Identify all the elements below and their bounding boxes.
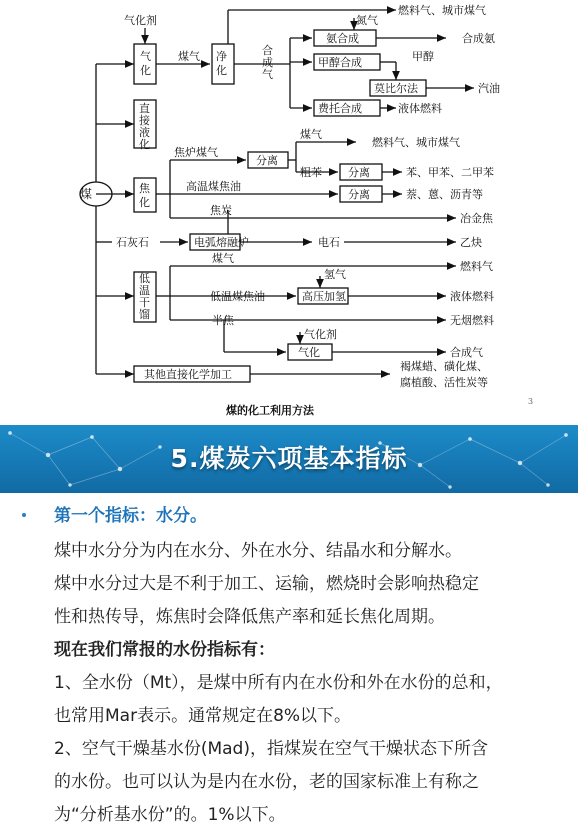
product-1: 燃料气、城市煤气 — [398, 4, 486, 17]
content-line-9: 为“分析基水份”的。1%以下。 — [54, 805, 286, 825]
node-coal: 煤 — [80, 187, 93, 201]
label-ht-tar: 高温煤焦油 — [186, 180, 241, 193]
node-gasification: 气化 — [140, 50, 151, 77]
node-coking: 焦化 — [139, 182, 150, 209]
label-crude-benzene: 粗苯 — [300, 166, 322, 179]
node-methanol-synth: 甲醇合成 — [318, 56, 362, 69]
label-syngas: 合成气 — [262, 44, 273, 81]
node-other-direct: 其他直接化学加工 — [144, 368, 232, 381]
product-12: 无烟燃料 — [450, 314, 494, 327]
product-4: 液体燃料 — [398, 102, 442, 115]
product-14a: 褐煤蜡、磺化煤、 — [400, 360, 488, 373]
product-7: 萘、蒽、沥青等 — [406, 188, 483, 201]
label-gas-small: 煤气 — [300, 128, 322, 141]
label-lt-gas: 煤气 — [212, 252, 234, 265]
node-purify: 净化 — [216, 50, 227, 77]
banner-title: 5.煤炭六项基本指标 — [170, 444, 408, 473]
label-methanol: 甲醇 — [412, 50, 434, 63]
node-ammonia-synth: 氨合成 — [326, 32, 359, 45]
bullet-dot — [22, 513, 26, 517]
product-3: 汽油 — [478, 82, 500, 95]
node-hp-hydro: 高压加氢 — [302, 290, 346, 303]
product-11: 液体燃料 — [450, 290, 494, 303]
content-line-7: 2、空气干燥基水份(Mad)，指煤炭在空气干燥状态下所含 — [54, 739, 488, 759]
label-lt-tar: 低温煤焦油 — [210, 290, 265, 303]
content-line-6: 也常用Mar表示。通常规定在8%以下。 — [54, 706, 352, 726]
label-hydrogen: 氢气 — [324, 268, 346, 281]
content-line-4: 现在我们常报的水份指标有： — [54, 640, 275, 660]
page-mark: 3 — [528, 397, 534, 406]
product-14b: 腐植酸、活性炭等 — [400, 376, 488, 389]
node-sep3: 分离 — [348, 188, 370, 201]
product-6: 苯、甲苯、二甲苯 — [406, 166, 494, 179]
product-10: 燃料气 — [460, 260, 493, 273]
label-gasifier-agent2: 气化剂 — [304, 328, 337, 341]
content-line-2: 煤中水分过大是不利于加工、运输，燃烧时会影响热稳定 — [54, 574, 479, 594]
content-area — [0, 493, 578, 838]
node-sep2: 分离 — [348, 166, 370, 179]
content-line-5: 1、全水份（Mt），是煤中所有内在水份和外在水份的总和， — [54, 673, 503, 693]
content-line-3: 性和热传导，炼焦时会降低焦产率和延长焦化周期。 — [54, 607, 445, 627]
label-limestone: 石灰石 — [116, 236, 149, 249]
section-banner — [0, 425, 578, 493]
product-9: 乙炔 — [460, 236, 482, 249]
label-coke: 焦炭 — [210, 204, 232, 217]
label-coal-gas: 煤气 — [178, 50, 200, 63]
node-sep1: 分离 — [256, 154, 278, 167]
node-gasify2: 气化 — [298, 346, 320, 359]
label-gasifier-agent: 气化剂 — [124, 14, 157, 27]
product-8: 冶金焦 — [460, 212, 493, 225]
content-line-8: 的水份。也可以认为是内在水份，老的国家标准上有称之 — [54, 772, 479, 792]
label-coke-oven-gas: 焦炉煤气 — [174, 146, 218, 159]
content-line-1: 煤中水分分为内在水分、外在水分、结晶水和分解水。 — [54, 541, 462, 561]
diagram-caption: 煤的化工利用方法 — [226, 404, 314, 417]
label-calcium-carbide: 电石 — [318, 236, 340, 249]
product-2: 合成氨 — [462, 32, 495, 45]
product-13: 合成气 — [450, 346, 483, 359]
node-mobil: 莫比尔法 — [374, 82, 418, 95]
node-low-temp-dry: 低温干馏 — [139, 272, 150, 321]
product-5: 燃料气、城市煤气 — [372, 136, 460, 149]
label-nitrogen: 氮气 — [356, 14, 378, 27]
node-fischer: 费托合成 — [318, 102, 362, 115]
node-direct-liquefaction: 直接液化 — [139, 102, 150, 151]
label-semi-coke: 半焦 — [212, 314, 234, 327]
indicator-heading: 第一个指标：水分。 — [54, 506, 207, 526]
node-arc-furnace: 电弧熔融炉 — [194, 236, 249, 249]
